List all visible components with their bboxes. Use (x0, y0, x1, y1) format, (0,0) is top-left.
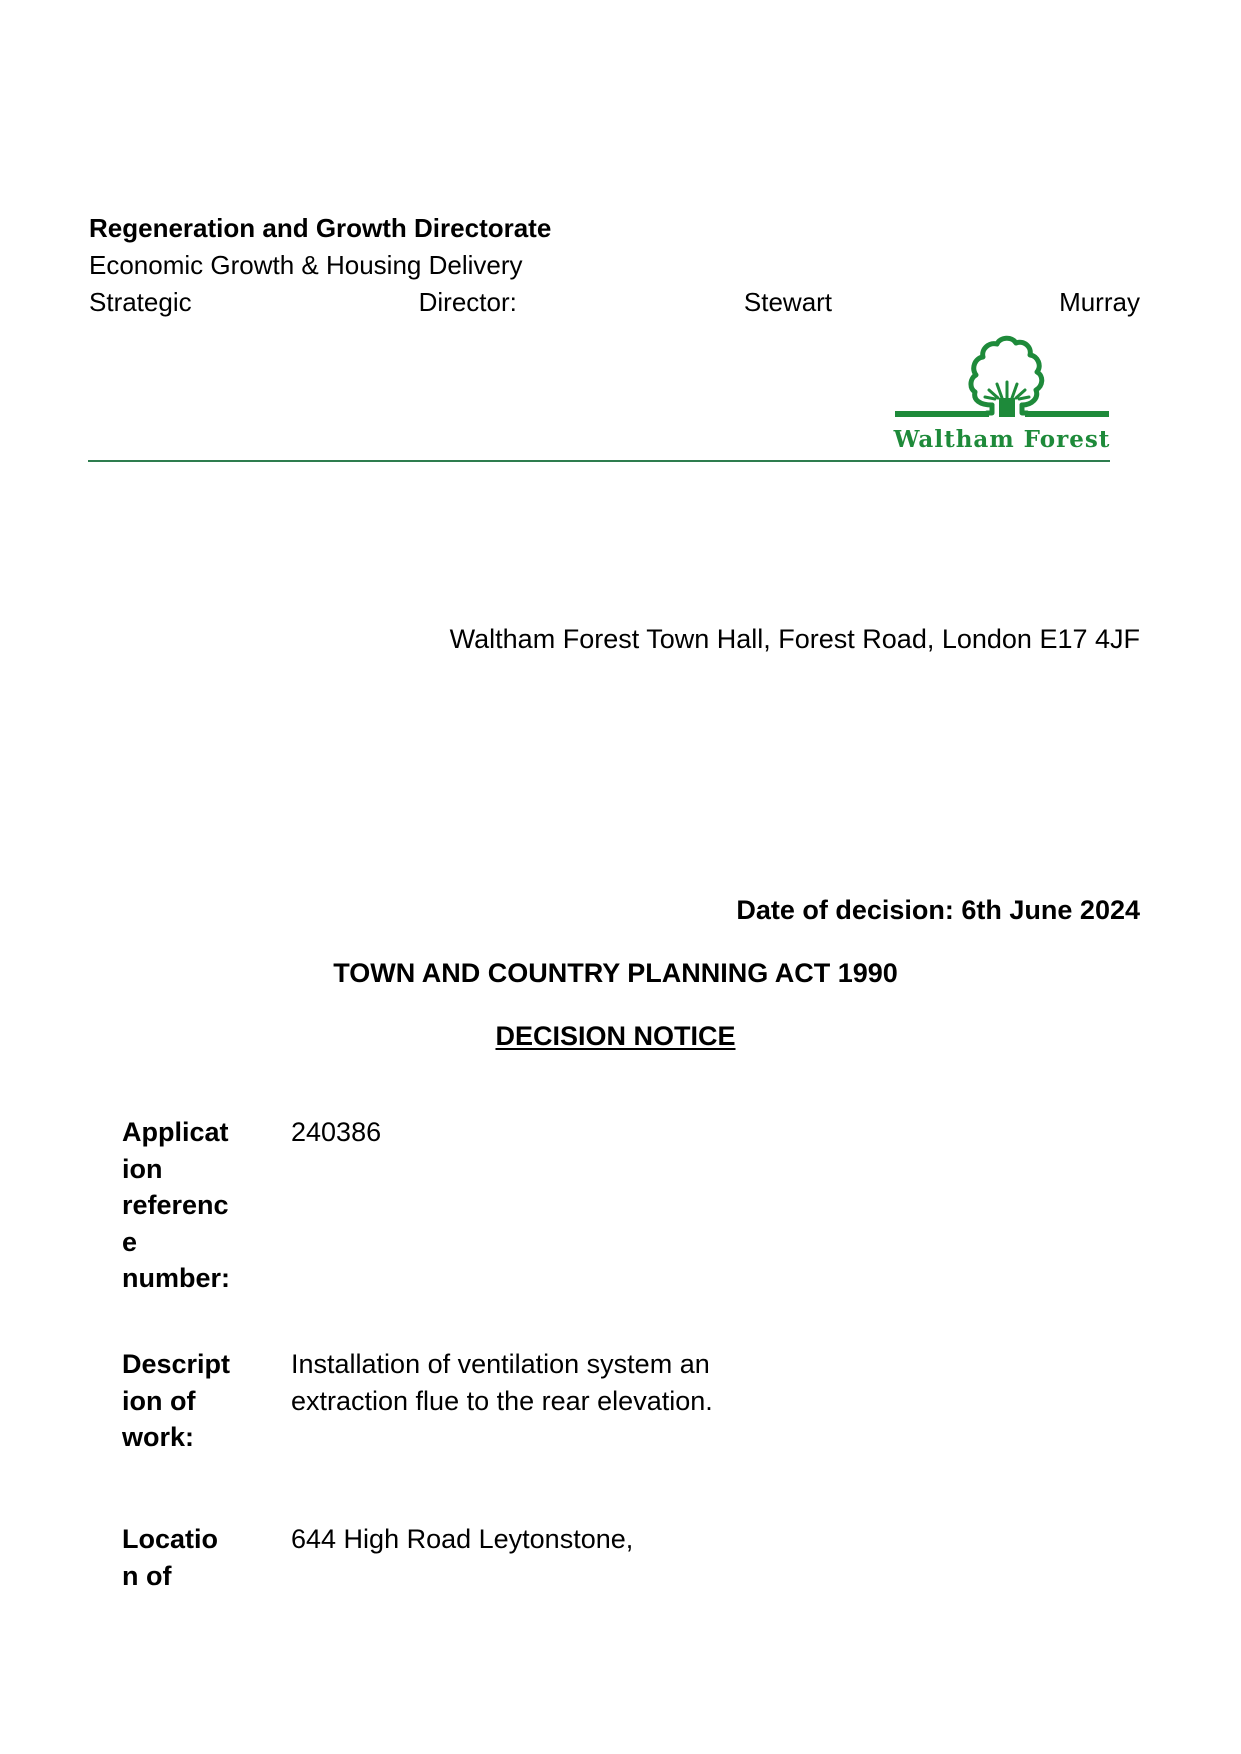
field-value: Installation of ventilation system an extraction flue to the rear elevation. (291, 1349, 713, 1416)
director-word-3: Stewart (743, 287, 833, 317)
directorate-heading: Regeneration and Growth Directorate (89, 213, 552, 243)
logo-text: Waltham Forest (893, 426, 1111, 453)
department-name: Economic Growth & Housing Delivery (89, 250, 523, 280)
office-address: Waltham Forest Town Hall, Forest Road, London E17 4JF (449, 624, 1140, 654)
header-divider (88, 460, 1110, 462)
notice-title (0, 1018, 1231, 1054)
field-label: Descript ion of work: (122, 1349, 231, 1452)
field-value: 644 High Road Leytonstone, (291, 1524, 634, 1554)
decision-date: Date of decision: 6th June 2024 (736, 895, 1140, 925)
oak-tree-icon (885, 320, 1115, 455)
field-label: Applicat ion referenc e number: (122, 1117, 230, 1293)
field-label: Locatio n of (122, 1524, 219, 1591)
notice-title-text: DECISION NOTICE (495, 1021, 736, 1051)
director-word-4: Murray (1059, 287, 1140, 317)
director-line (89, 284, 1140, 321)
field-value: 240386 (291, 1117, 382, 1147)
act-title: TOWN AND COUNTRY PLANNING ACT 1990 (333, 958, 898, 988)
waltham-forest-logo (885, 320, 1115, 455)
director-word-2: Director: (418, 287, 517, 317)
director-word-1: Strategic (89, 287, 192, 317)
